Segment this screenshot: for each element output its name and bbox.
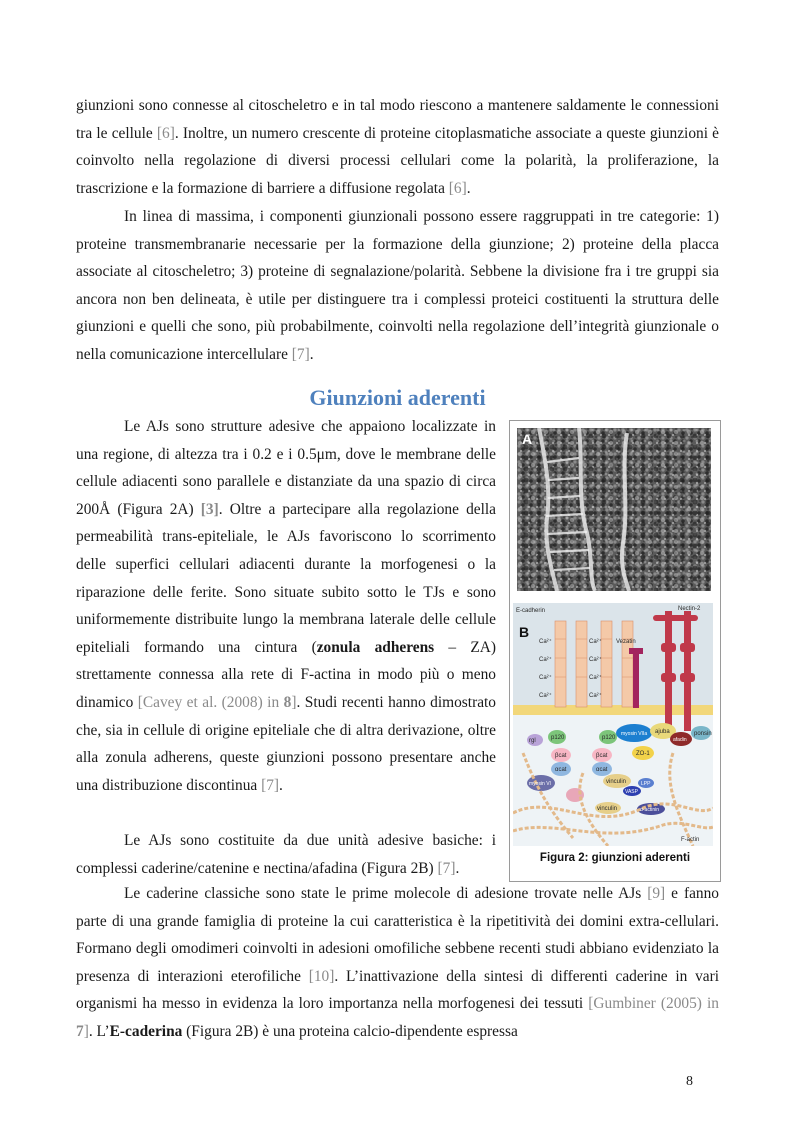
text-run: . [455,859,460,877]
label-ca-3: Ca²⁺ [539,675,552,681]
panel-b-label: B [519,624,530,640]
citation[interactable]: [6] [448,179,467,197]
label-bcat-right: βcat [596,753,608,759]
text-run: Le AJs sono strutture adesive che appaiono localizzate in una regione, di altezza tra i 0.2 e i 0.5μm, dove le membrane delle cellule adiacenti sono parallele e distanziate da una spazio di circa 200Å (Figura 2A) [76,418,496,518]
citation-number[interactable]: 7 [76,1022,84,1040]
text-run: e fanno parte di una grande famiglia di proteine la cui caratteristica è la ripetitività dei domini extra-cellulari. Formano degli omodimeri coinvolti in adesioni omofiliche sebbene recenti studi abbiano evidenziato la presenza di interazioni eterofiliche [76,885,719,985]
label-vinculin-1: vinculin [606,779,627,785]
label-ajuba: ajuba [655,729,670,735]
text-run: . [279,776,283,794]
membrane-band [513,705,713,715]
label-factin: F-actin [681,837,700,843]
label-ca-1: Ca²⁺ [539,639,552,645]
label-myosin7a: myosin VIIa [621,731,648,737]
text-run: . [466,179,471,197]
paragraph-4 [76,827,496,882]
label-p120-left: p120 [551,735,565,741]
label-bcat-left: βcat [555,753,567,759]
label-myosin6: myosin VI [529,781,551,787]
term-bold: E-caderina [109,1022,183,1040]
citation[interactable]: [10] [308,967,335,985]
page-number: 8 [686,1074,693,1089]
paragraph-5 [76,880,719,1046]
label-p120-right: p120 [602,735,616,741]
text-run: . Studi recenti hanno dimostrato che, sia in cellule di origine epiteliale che di altra derivazione, oltre alla zonula adherens, queste giunzioni possono presentare anche una distribuzione discontinua [76,693,496,794]
label-zo1: ZO-1 [636,751,650,757]
citation[interactable]: [6] [156,124,175,142]
label-ponsin: ponsin [694,731,712,737]
text-run: Le caderine classiche sono state le prime molecole di adesione trovate nelle AJs [124,885,648,902]
label-lpp: LPP [641,781,651,787]
citation[interactable]: [Cavey et al. (2008) in [137,693,284,711]
label-ca-8: Ca²⁺ [589,693,602,699]
label-vezatin: Vezatin [616,639,636,645]
paragraph-3 [76,413,496,799]
term-bold: zonula adherens [316,638,435,656]
label-ca-2: Ca²⁺ [539,657,552,663]
text-run: Le AJs sono costituite da due unità adesive basiche: i complessi caderine/catenine e nectina/afadina (Figura 2B) [76,832,496,877]
section-heading: Giunzioni aderenti [309,385,486,410]
text-run: (Figura 2B) è una proteina calcio-dipendente espressa [182,1022,518,1040]
label-nectin: Nectin-2 [678,606,701,612]
citation-number[interactable]: 8 [283,693,292,711]
text-run: In linea di massima, i componenti giunzionali possono essere raggruppati in tre categorie: 1) proteine transmembranarie necessarie per la formazione della giunzione; 2) proteine della placca associate al citoscheletro; 3) proteine di segnalazione/polarità. Sebbene la divisione fra i tre gruppi sia ancora non ben delineata, è utile per distinguere tra i complessi proteici costituenti la struttura delle giunzioni e quelli che sono, più probabilmente, coinvolti nella regolazione dell’integrità giunzionale o nella comunicazione intercellulare [76,208,719,363]
label-acat-right: αcat [596,767,608,773]
label-vasp: VASP [625,789,638,795]
figure-2 [509,420,721,882]
label-afadin: afadin [673,737,687,743]
figure-caption: Figura 2: giunzioni aderenti [539,852,691,864]
text-run: – ZA) strettamente connessa alla rete di F-actina in modo più o meno dinamico [76,638,496,711]
citation[interactable]: [7] [437,859,456,877]
label-ecadherin: E-cadherin [516,608,546,614]
label-ca-4: Ca²⁺ [539,693,552,699]
text-run: . L’ [88,1022,110,1040]
citation[interactable]: [3] [200,500,219,518]
label-ca-5: Ca²⁺ [589,639,602,645]
text-run: giunzioni sono connesse al citoscheletro e in tal modo riescono a mantenere saldamente le connessioni tra le cellule [76,97,719,142]
text-run: . [309,345,314,363]
panel-a-label: A [522,431,533,447]
citation[interactable]: [Gumbiner (2005) in [588,995,720,1013]
paragraph-1 [76,92,719,202]
text-run: . Oltre a partecipare alla regolazione della permeabilità trans-epiteliale, le AJs favoriscono lo scorrimento delle superfici cellulari adiacenti durante la morfogenesi o la riparazione delle ferite. Sono situate subito sotto le TJs e sono uniformemente distribuite lungo la membrana laterale delle cellule epiteliali formando una cintura ( [76,500,496,656]
label-vinculin-2: vinculin [597,806,618,812]
citation-close: ] [291,693,297,711]
citation[interactable]: [7] [261,776,280,794]
figure-2b-diagram [513,603,713,846]
paragraph-2 [76,203,719,369]
text-run: . L’inattivazione della sintesi di differenti caderine in vari organismi ha messo in evidenza la loro importanza nella morfogenesi dei tessuti [76,967,719,1013]
label-ca-7: Ca²⁺ [589,675,602,681]
label-actinin: α-actinin [640,807,660,813]
text-run: . Inoltre, un numero crescente di proteine citoplasmatiche associate a queste giunzioni è coinvolto nella regolazione di diversi processi cellulari come la polarità, la proliferazione, la trascrizione e la formazione di barriere a diffusione regolata [76,124,719,197]
label-rgl: rgl [529,738,536,744]
figure-2a-micrograph [517,428,711,591]
label-ca-6: Ca²⁺ [589,657,602,663]
citation[interactable]: [9] [647,885,666,902]
label-acat-left: αcat [555,767,567,773]
citation[interactable]: [7] [291,345,310,363]
citation-close: ] [83,1022,89,1040]
